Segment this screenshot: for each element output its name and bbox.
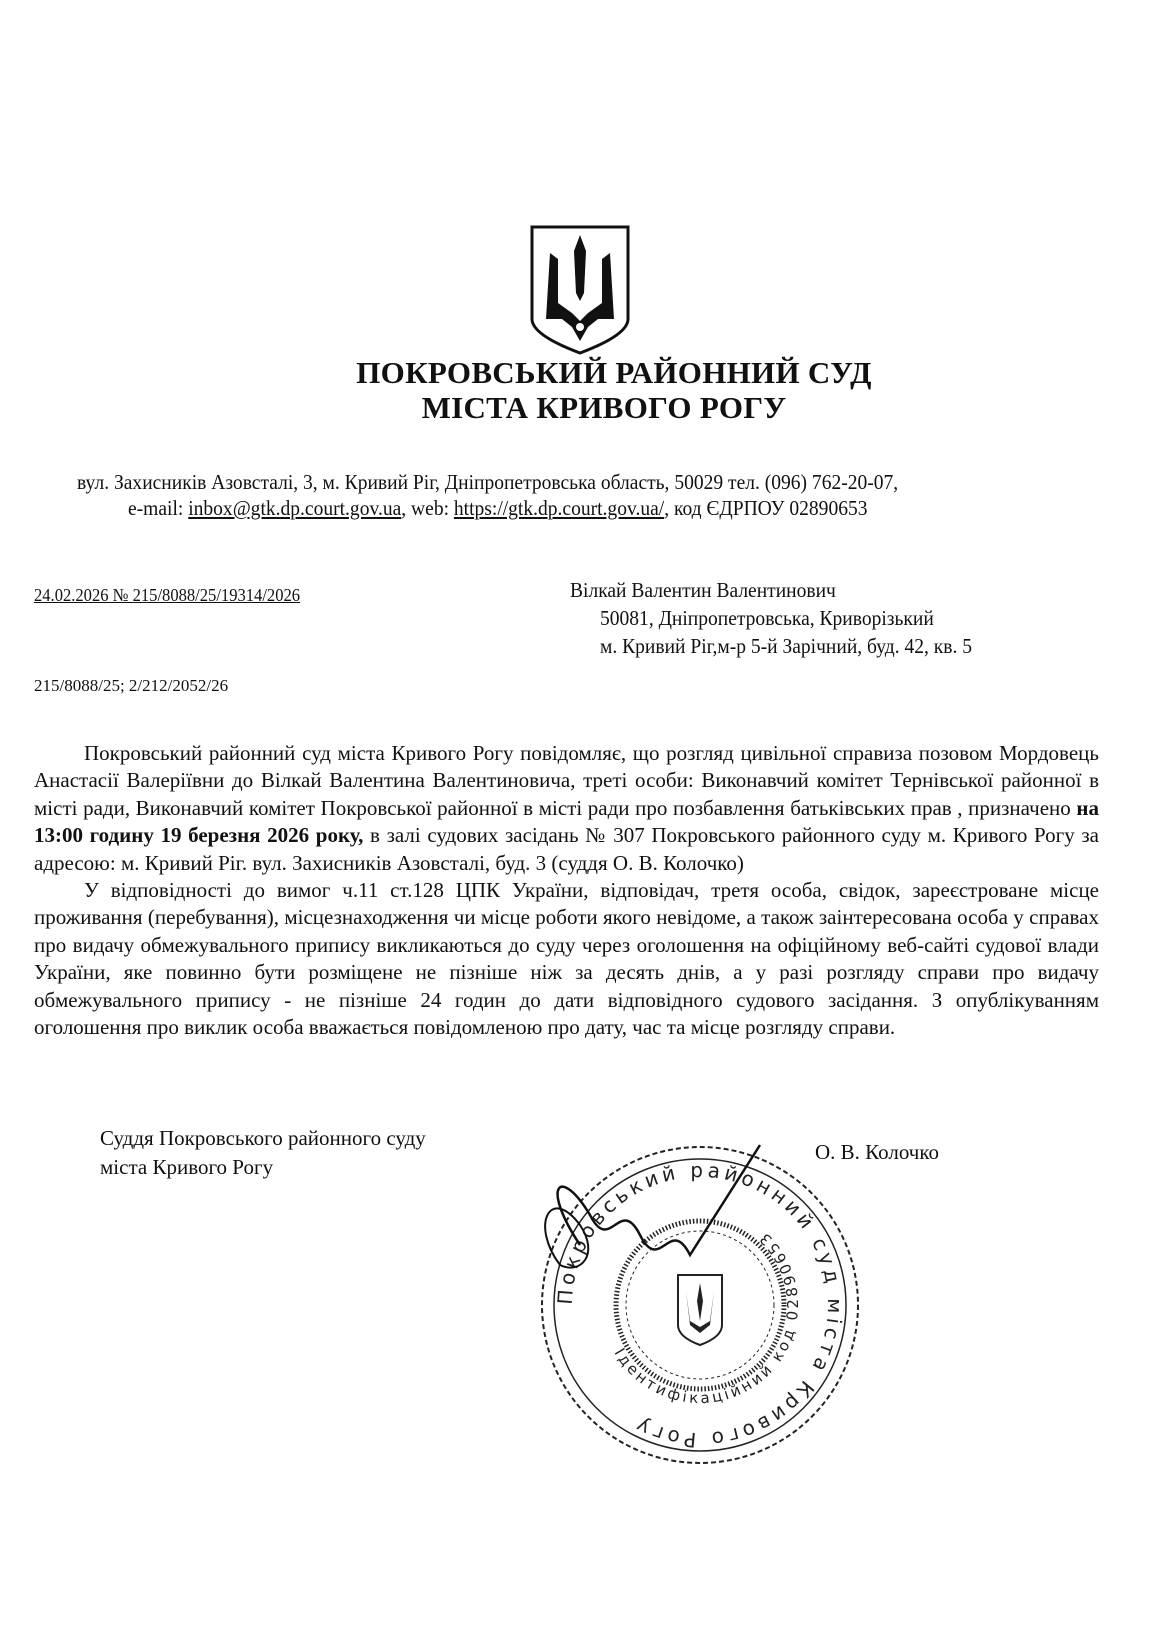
email-link[interactable]: inbox@gtk.dp.court.gov.ua xyxy=(188,496,402,520)
notice-paragraph-1 xyxy=(34,740,1099,877)
recipient-address-line1: 50081, Дніпропетровська, Криворізький xyxy=(600,606,934,630)
paragraph-text: Покровський районний суд міста Кривого Рогу повідомляє, що розгляд цивільної справиза позовом Мордовець Анастасії Валеріївни до Вілкай Валентина Валентиновича, треті особи: Виконавчий комітет Тернівської районної в місті ради, Виконавчий комітет Покровської районної в місті ради про позбавлення батьківських прав , призначено xyxy=(34,741,1099,820)
coat-of-arms-icon xyxy=(528,223,632,357)
recipient-address-line2: м. Кривий Ріг,м-р 5-й Зарічний, буд. 42, кв. 5 xyxy=(600,634,973,658)
seal-inner-text: Ідентифікаційний код 02890653 xyxy=(610,1227,803,1408)
email-label: e-mail: xyxy=(128,496,189,520)
outgoing-reference: 24.02.2026 № 215/8088/25/19314/2026 xyxy=(34,585,301,605)
hearing-datetime: на 13:00 годину 19 березня 2026 року, xyxy=(34,795,1099,848)
web-link[interactable]: https://gtk.dp.court.gov.ua/ xyxy=(453,496,665,520)
recipient-name: Вілкай Валентин Валентинович xyxy=(570,578,836,602)
judge-title xyxy=(100,1124,426,1182)
court-address: вул. Захисників Азовсталі, 3, м. Кривий Ріг, Дніпропетровська область, 50029 тел. (096) 762-20-07, xyxy=(77,470,899,494)
notice-paragraph-2: У відповідності до вимог ч.11 ст.128 ЦПК України, відповідач, третя особа, свідок, зареєстроване місце проживання (перебування), місцезнаходження чи місце роботи якого невідоме, а також заінтересована особа у справах про видачу обмежувального припису викликаються до суду через оголошення на офіційному веб-сайті судової влади України, яке повинно бути розміщене не пізніше ніж за десять днів, а у разі розгляду справи про видачу обмежувального припису - не пізніше 24 годин до дати відповідного судового засідання. З опублікуванням оголошення про виклик особа вважається повідомленою про дату, час та місце розгляду справи. xyxy=(34,878,1099,1040)
seal-outer-text: Покровський районний суд міста Кривого Рогу xyxy=(552,1157,848,1453)
court-title-line1: ПОКРОВСЬКИЙ РАЙОННИЙ СУД xyxy=(356,355,872,390)
judge-name: О. В. Колочко xyxy=(815,1140,939,1164)
paragraph-text: в залі судових засідань № 307 Покровського районного суду м. Кривого Рогу за адресою: м. Кривий Ріг. вул. Захисників Азовсталі, буд. 3 (суддя О. В. Колочко) xyxy=(34,823,1099,875)
edrpou-code: , код ЄДРПОУ 02890653 xyxy=(664,496,868,520)
web-label: , web: xyxy=(401,496,454,520)
judge-title-line1: Суддя Покровського районного суду xyxy=(100,1126,426,1150)
notice-body xyxy=(34,740,1099,1041)
court-title-line2: МІСТА КРИВОГО РОГУ xyxy=(421,390,787,425)
court-contacts xyxy=(128,496,868,521)
court-seal-icon xyxy=(520,1125,880,1485)
judge-title-line2: міста Кривого Рогу xyxy=(100,1155,274,1179)
case-numbers: 215/8088/25; 2/212/2052/26 xyxy=(34,676,229,695)
